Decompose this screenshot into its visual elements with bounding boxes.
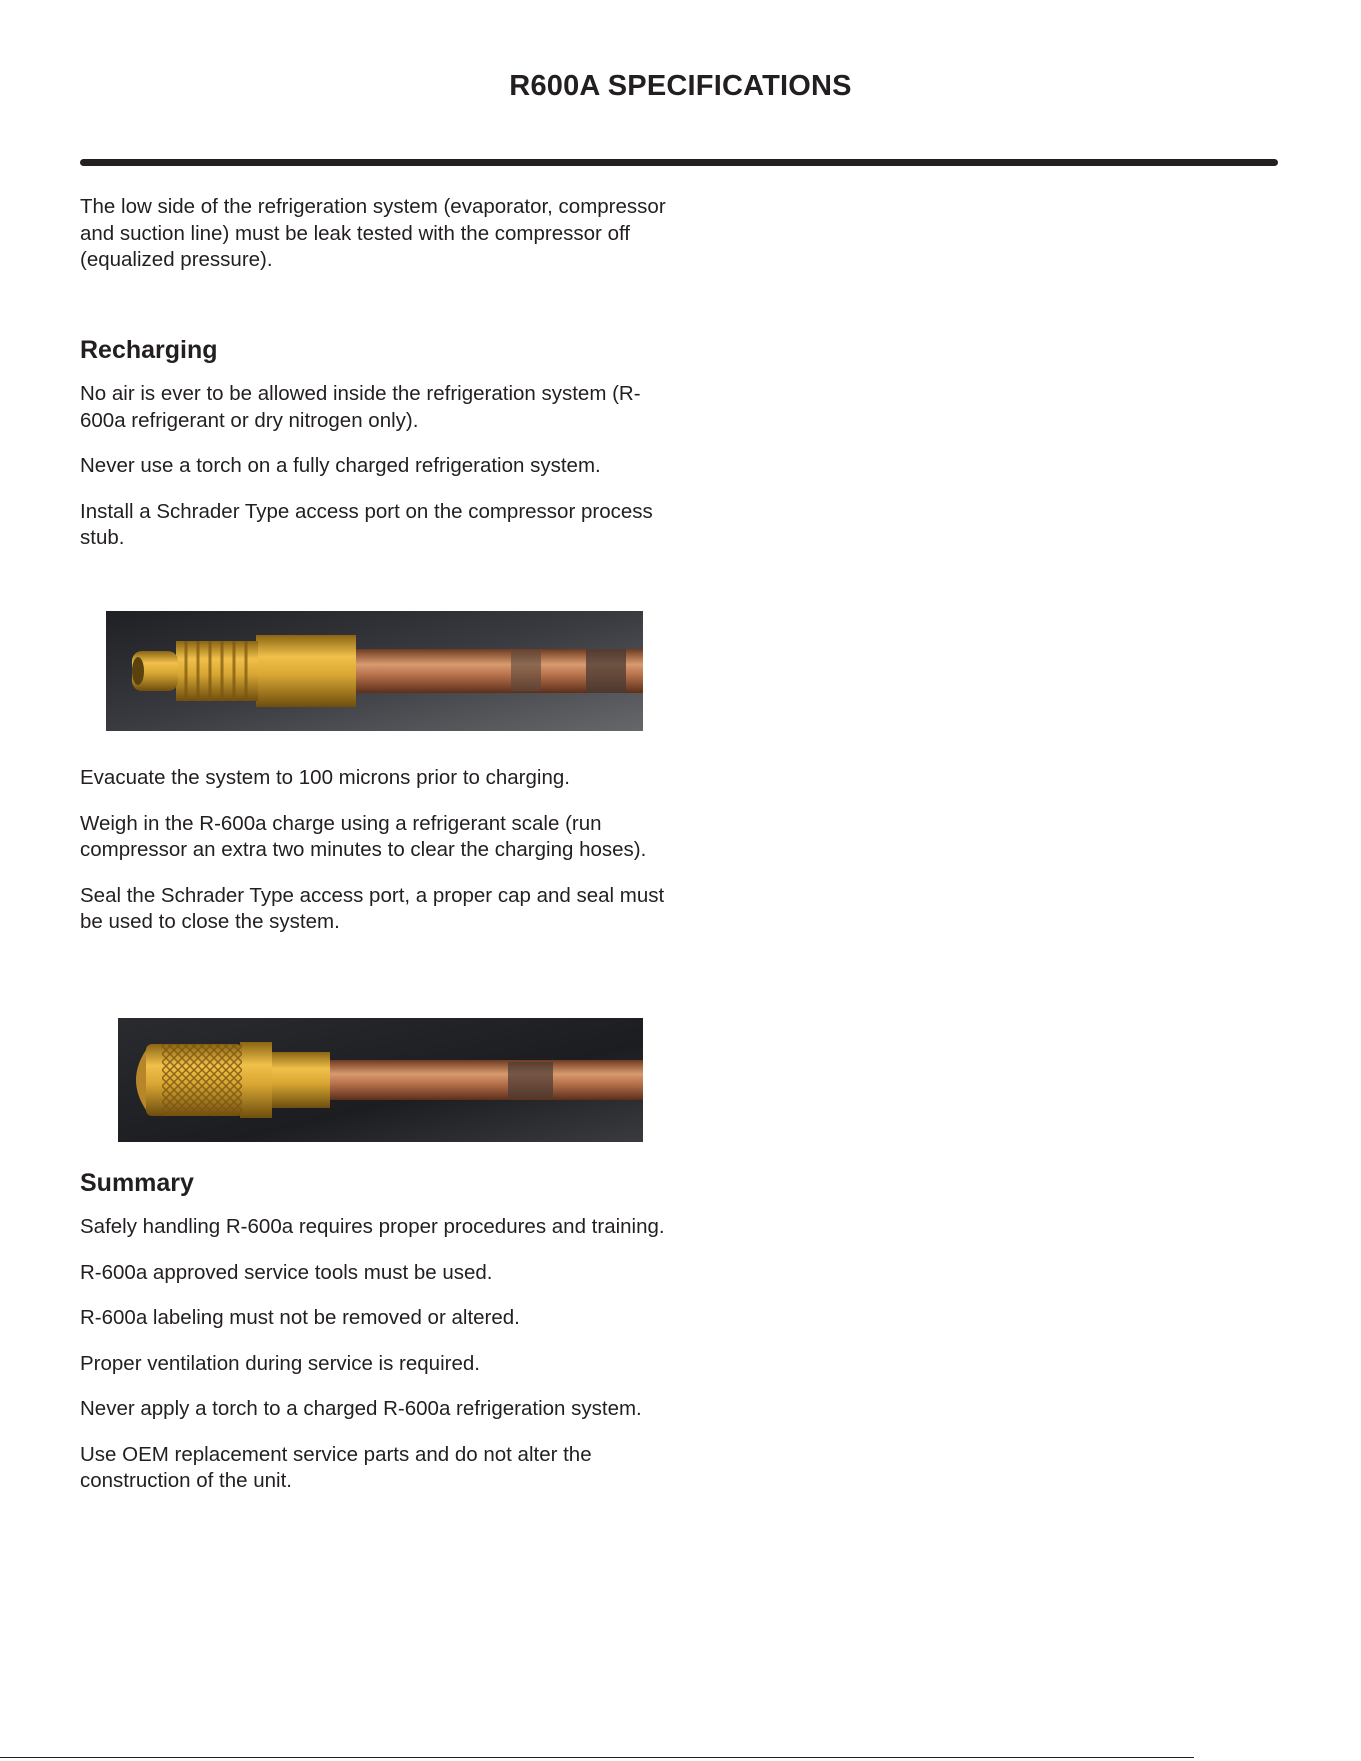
charging-paragraph: Evacuate the system to 100 microns prior to charging.: [80, 766, 570, 789]
recharging-paragraph: Never use a torch on a fully charged refrigeration system.: [80, 454, 601, 477]
recharging-paragraph: Install a Schrader Type access port on the compressor process stub.: [80, 499, 653, 549]
summary-paragraph: R-600a labeling must not be removed or altered.: [80, 1306, 520, 1329]
intro-block: [80, 194, 670, 293]
charging-paragraph: Seal the Schrader Type access port, a proper cap and seal must be used to close the system.: [80, 883, 665, 933]
charging-steps: [80, 765, 670, 955]
summary-heading: Summary: [80, 1169, 194, 1197]
summary-paragraph: Never apply a torch to a charged R-600a refrigeration system.: [80, 1397, 642, 1420]
summary-paragraph: Proper ventilation during service is required.: [80, 1351, 480, 1375]
access-port-photo: [106, 611, 643, 731]
intro-paragraph: The low side of the refrigeration system (evaporator, compressor and suction line) must be leak tested with the compressor off (equalized pressure).: [80, 195, 666, 271]
summary-paragraph: Use OEM replacement service parts and do not alter the construction of the unit.: [80, 1442, 592, 1492]
recharging-section: [80, 335, 670, 571]
summary-paragraph: R-600a approved service tools must be used.: [80, 1260, 493, 1284]
title-divider: [80, 159, 1278, 166]
summary-paragraph: Safely handling R-600a requires proper procedures and training.: [80, 1215, 665, 1238]
recharging-heading: Recharging: [80, 336, 218, 364]
charging-paragraph: Weigh in the R-600a charge using a refrigerant scale (run compressor an extra two minutes to clear the charging hoses).: [80, 811, 647, 861]
summary-section: [80, 1168, 670, 1514]
capped-port-photo: [118, 1018, 643, 1142]
recharging-paragraph: No air is ever to be allowed inside the refrigeration system (R-600a refrigerant or dry nitrogen only).: [80, 382, 641, 432]
footer-divider: [0, 1757, 1194, 1758]
page-title: R600A SPECIFICATIONS: [509, 70, 852, 102]
